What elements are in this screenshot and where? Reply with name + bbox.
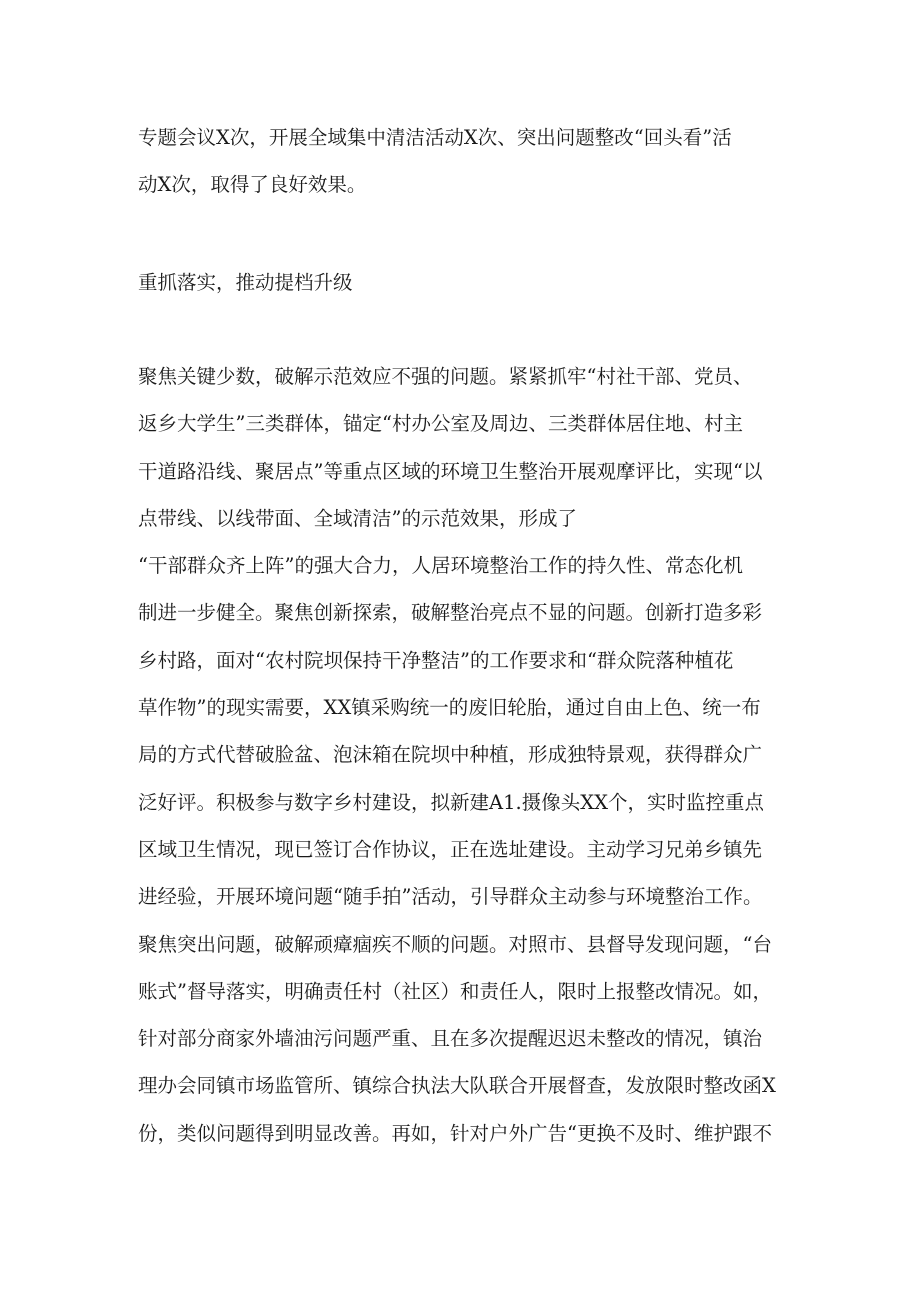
text-line: 针对部分商家外墙油污问题严重、且在多次提醒迟迟未整改的情况，镇治 [138, 1027, 763, 1051]
text-line: 返乡大学生”三类群体，锚定“村办公室及周边、三类群体居住地、村主 [138, 412, 743, 436]
text-line: 制进一步健全。聚焦创新探索，破解整治亮点不显的问题。创新打造多彩 [138, 601, 763, 625]
text-line: 草作物”的现实需要，XX镇采购统一的废旧轮胎，通过自由上色、统一布 [138, 696, 761, 720]
text-line: 聚焦突出问题，破解顽瘴痼疾不顺的问题。对照市、县督导发现问题，“台 [138, 932, 772, 956]
paragraph-2 [138, 353, 798, 1157]
section-heading [138, 259, 798, 306]
text-line: 点带线、以线带面、全域清洁”的示范效果，形成了 [138, 506, 577, 530]
text-line: 账式”督导落实，明确责任村（社区）和责任人，限时上报整改情况。如， [138, 979, 772, 1003]
text-line: 份，类似问题得到明显改善。再如，针对户外广告“更换不及时、维护跟不 [138, 1121, 772, 1145]
paragraph-1 [138, 114, 798, 209]
text-line: 干道路沿线、聚居点”等重点区域的环境卫生整治开展观摩评比，实现“以 [138, 459, 763, 483]
text-line: 乡村路，面对“农村院坝保持干净整洁”的工作要求和“群众院落种植花 [138, 648, 734, 672]
text-line: 理办会同镇市场监管所、镇综合执法大队联合开展督查，发放限时整改函X [138, 1074, 776, 1098]
text-line: 专题会议X次，开展全域集中清洁活动X次、突出问题整改“回头看”活 [138, 126, 732, 149]
text-line: 区域卫生情况，现已签订合作协议，正在选址建设。主动学习兄弟乡镇先 [138, 837, 763, 861]
text-line: 局的方式代替破脸盆、泡沫箱在院坝中种植，形成独特景观，获得群众广 [138, 743, 763, 767]
text-line: 聚焦关键少数，破解示范效应不强的问题。紧紧抓牢“村社干部、党员、 [138, 365, 753, 388]
heading-text: 重抓落实，推动提档升级 [138, 271, 353, 294]
text-line: 泛好评。积极参与数字乡村建设，拟新建A1.摄像头XX个，实时监控重点 [138, 790, 764, 814]
text-line: 进经验，开展环境问题“随手拍”活动，引导群众主动参与环境整治工作。 [138, 885, 763, 909]
text-line: 动X次，取得了良好效果。 [138, 173, 367, 197]
text-line: “干部群众齐上阵”的强大合力，人居环境整治工作的持久性、常态化机 [138, 554, 743, 578]
